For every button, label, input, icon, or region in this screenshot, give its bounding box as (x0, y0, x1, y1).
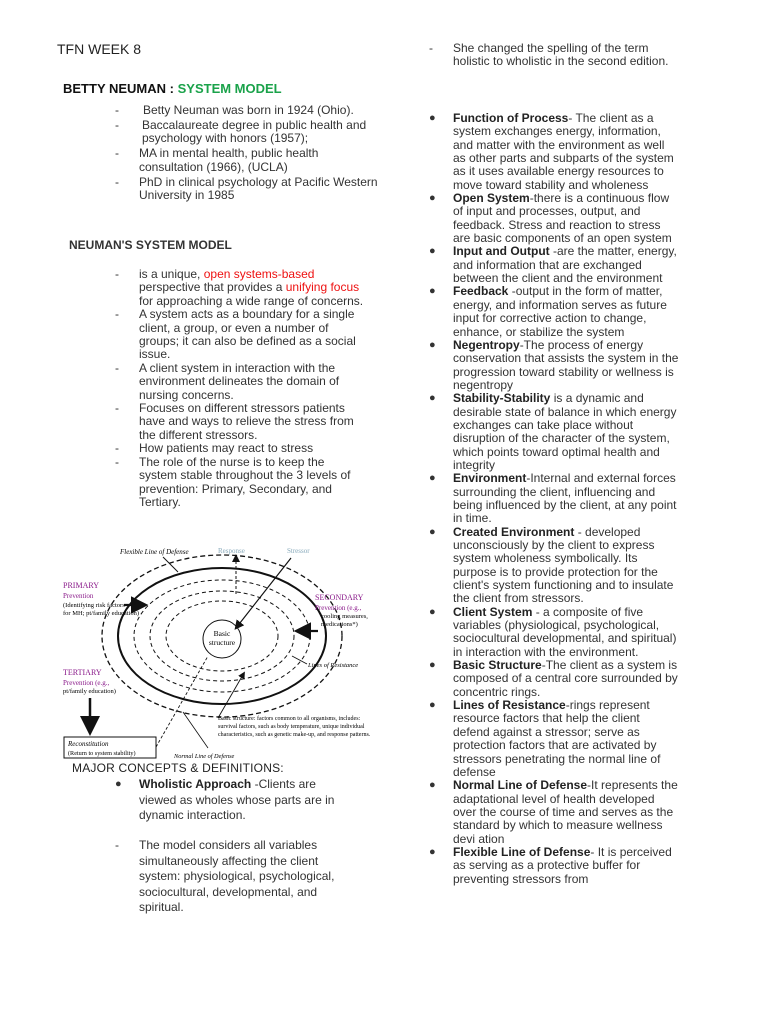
page-title (63, 81, 282, 96)
model-list (115, 267, 364, 509)
list-item: ● Basic Structure-The client as a system is composed of a central core surrounded by concentric rings. (429, 658, 678, 699)
list-item: - How patients may react to stress (115, 441, 314, 456)
list-item: ● Input and Output -are the matter, energy, and information that are exchanged between the client and the environment (429, 244, 677, 286)
primary-title: PRIMARY (63, 581, 100, 590)
bio-list (115, 103, 379, 204)
list-item: ● Negentropy-The process of energy conservation that assists the system in the progression toward stability or wellness is negentropy (429, 337, 679, 392)
list-item: ● Function of Process- The client as a system exchanges energy, information, and matter with the environment as well as other parts and subparts of the system as it uses available energy resources to move toward stability and wholeness (429, 111, 674, 192)
list-item: ● Flexible Line of Defense- It is perceived as serving as a protective buffer for preventing stressors from (429, 844, 672, 886)
list-item: ● Created Environment - developed unconsciously by the client to express system wholeness symbolically. Its purpose is to provide protection for the client's system functioning and to insulate the client from stressors. (429, 524, 674, 606)
svg-text:medications*): medications*) (321, 621, 358, 628)
title-prefix: BETTY NEUMAN : (63, 81, 178, 96)
secondary-title: SECONDARY (315, 593, 364, 602)
list-item: ● Lines of Resistance-rings represent resource factors that help the client defend against a stressor; serve as protection factors that are activated by stressors penetrating the normal line of defense (429, 698, 661, 779)
list-item: ● Wholistic Approach -Clients are viewed as wholes whose parts are in dynamic interaction. (115, 777, 335, 822)
major-list (115, 777, 354, 824)
svg-text:(Return to system stability): (Return to system stability) (68, 750, 136, 757)
svg-text:(Identifying risk factors: (Identifying risk factors (63, 602, 125, 609)
normal-line-label: Normal Line of Defense (174, 753, 235, 760)
svg-text:Reconstitution: Reconstitution (68, 740, 109, 748)
svg-text:Prevention (e.g.,: Prevention (e.g., (63, 679, 110, 687)
list-item: - Focuses on different stressors patients have and ways to relieve the stress from the different stressors. (115, 401, 354, 442)
list-item: ● Stability-Stability is a dynamic and desirable state of balance in which energy exchanges can take place without disruption of the character of the system, which points toward optimal health and integrity (429, 391, 677, 472)
svg-text:characteristics, such as genet: characteristics, such as genetic make-up, and response patterns. (218, 732, 371, 738)
basic-structure-label: structure (208, 638, 236, 647)
flexible-line-label: Flexible Line of Defense (120, 548, 189, 556)
right-top-list (429, 41, 681, 69)
major-concepts-heading: MAJOR CONCEPTS & DEFINITIONS: (72, 761, 284, 775)
list-item: - is a unique, open systems-based perspective that provides a unifying focus for approaching a wide range of concerns. (115, 267, 364, 308)
section-heading-model: NEUMAN'S SYSTEM MODEL (69, 238, 232, 252)
list-item: ● Normal Line of Defense-It represents the adaptational level of health developed over the course of time and serves as the standard by which to measure wellness devi ation (429, 778, 678, 846)
svg-text:cooling measures,: cooling measures, (321, 613, 368, 620)
concepts-list (429, 111, 679, 886)
list-item: ● Open System-there is a continuous flow of input and processes, output, and feedback. Stress and reaction to stress are basic components of an open system (429, 191, 672, 246)
svg-text:Prevention (e.g.,: Prevention (e.g., (315, 604, 362, 612)
lines-resistance-label: Lines of Resistance (308, 662, 359, 669)
title-highlight: SYSTEM MODEL (177, 81, 282, 96)
svg-text:pt/family education): pt/family education) (63, 688, 116, 695)
basic-structure-label: Basic (213, 629, 231, 638)
svg-text:for MH; pt/family education): for MH; pt/family education) (63, 610, 139, 617)
list-item: - A client system in interaction with the environment delineates the domain of nursing concerns. (115, 360, 340, 402)
list-item: - The model considers all variables simultaneously affecting the client system: physiological, psychological, sociocultural, developmental, and spiritual. (115, 838, 335, 914)
list-item: - A system acts as a boundary for a single client, a group, or even a number of groups; it can also be defined as a social issue. (115, 307, 356, 362)
list-item: - She changed the spelling of the term holistic to wholistic in the second edition. (429, 41, 669, 69)
list-item: - Betty Neuman was born in 1924 (Ohio). (115, 103, 354, 117)
list-item: ● Client System - a composite of five variables (physiological, psychological, sociocultural developmental, and spiritual) in interaction with the environment. (429, 604, 677, 659)
tertiary-title: TERTIARY (63, 668, 102, 677)
svg-text:Prevention: Prevention (63, 592, 94, 600)
page-header-week: TFN WEEK 8 (57, 41, 142, 57)
list-item: - PhD in clinical psychology at Pacific Western University in 1985 (115, 174, 378, 202)
svg-text:survival factors, such as body: survival factors, such as body temperature, unique individual (218, 724, 365, 730)
neuman-system-diagram (58, 540, 404, 762)
list-item: - The role of the nurse is to keep the system stable throughout the 3 levels of prevention: Primary, Secondary, and Tertiary. (115, 454, 351, 509)
list-item: ● Environment-Internal and external forces surrounding the client, influencing and being influenced by the client, at any point in time. (429, 471, 677, 526)
response-label: Response (218, 547, 245, 555)
svg-text:Basic structure: factors commo: Basic structure: factors common to all organisms, includes: (218, 716, 361, 722)
major-dash-list (115, 838, 354, 916)
list-item: ● Feedback -output in the form of matter, energy, and information serves as future input for corrective action to change, enhance, or stabilize the system (429, 284, 667, 339)
list-item: - Baccalaureate degree in public health and psychology with honors (1957); (115, 117, 367, 146)
list-item: - MA in mental health, public health consultation (1966), (UCLA) (115, 146, 319, 174)
stressor-label: Stressor (287, 547, 310, 555)
